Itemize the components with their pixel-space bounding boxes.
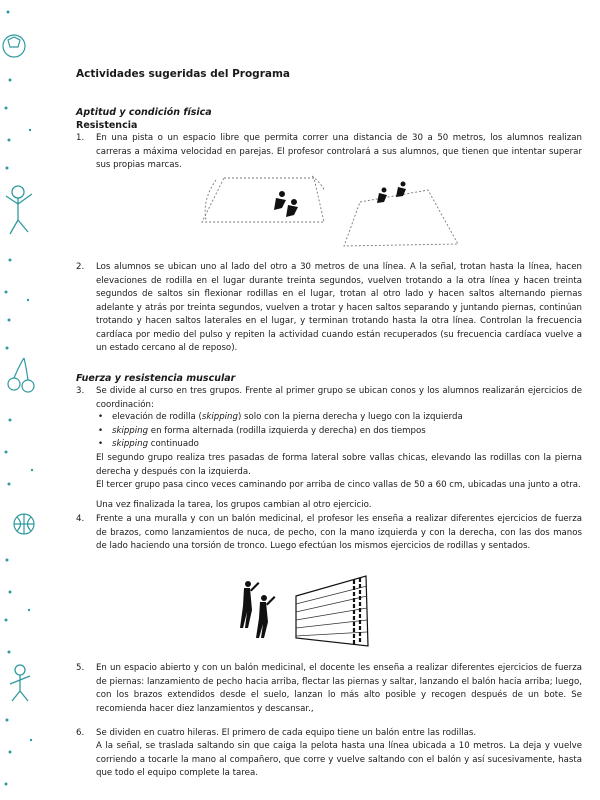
item-text: Se divide al curso en tres grupos. Frente al primer grupo se ubican conos y los alumnos realizarán ejercicios de coordinación: bbox=[96, 386, 582, 410]
item-number: 1. bbox=[76, 133, 85, 143]
item-number: 4. bbox=[76, 514, 85, 524]
item-text: Frente a una muralla y con un balón medicinal, el profesor les enseña a realizar diferentes ejercicios de fuerza de brazos, como lanzamientos de nuca, de pecho, con la mano izquierda y con la derecha, con las dos manos de lado haciendo una torsión de tronco. Luego efectúan los mismos ejercicios de rodillas y sentados. bbox=[96, 514, 582, 551]
item-3-group-two: El segundo grupo realiza tres pasadas de forma lateral sobre vallas chicas, elevando las rodillas con la pierna derecha y después con la izquierda. bbox=[96, 453, 582, 477]
item-text: En un espacio abierto y con un balón medicinal, el docente les enseña a realizar diferentes ejercicios de fuerza de piernas: lanzamiento de pecho hacia arriba, flectar las piernas y saltar, lanzando el balón hacia arriba; luego, con los brazos extendidos desde el suelo, lanzan lo más alto posible y recogen después de un bote. Se recomienda hacer diez lanzamientos y descansar., bbox=[96, 663, 582, 714]
medicine-ball-wall-figure bbox=[226, 574, 386, 650]
item-number: 5. bbox=[76, 663, 85, 673]
list-item: • elevación de rodilla (skipping) solo con la pierna derecha y luego con la izquierda bbox=[96, 411, 576, 425]
item-text: Se dividen en cuatro hileras. El primero de cada equipo tiene un balón entre las rodillas. bbox=[96, 728, 477, 738]
runner-pair-icon bbox=[377, 182, 406, 204]
item-6-instructions: A la señal, se traslada saltando sin que caiga la pelota hasta una línea ubicada a 10 metros. La deja y vuelve corriendo a tocarle la mano al compañero, que corre y vuelve saltando con el balón y así sucesivamente, hasta que todo el equipo complete la tarea. bbox=[96, 741, 582, 778]
item-number: 3. bbox=[76, 386, 85, 396]
list-item bbox=[76, 513, 582, 554]
list-item bbox=[76, 727, 582, 741]
subheading-resistencia: Resistencia bbox=[76, 120, 138, 131]
item-number: 2. bbox=[76, 262, 85, 272]
list-item bbox=[76, 385, 582, 412]
runner-pair-icon bbox=[274, 191, 298, 217]
section-heading-aptitud: Aptitud y condición física bbox=[76, 107, 212, 118]
list-item bbox=[76, 261, 582, 356]
list-item bbox=[76, 132, 582, 173]
cherries-icon bbox=[8, 358, 34, 392]
section-heading-fuerza: Fuerza y resistencia muscular bbox=[76, 373, 236, 384]
child-running-icon bbox=[10, 665, 30, 701]
page-title: Actividades sugeridas del Programa bbox=[76, 68, 290, 80]
thrower-icon bbox=[240, 581, 276, 638]
item-3-closing: Una vez finalizada la tarea, los grupos cambian al otro ejercicio. bbox=[96, 500, 372, 510]
child-jumping-icon bbox=[6, 186, 32, 234]
list-item bbox=[76, 662, 582, 716]
item-number: 6. bbox=[76, 728, 85, 738]
item-text: Los alumnos se ubican uno al lado del otro a 30 metros de una línea. A la señal, trotan hasta la línea, hacen elevaciones de rodilla en el lugar durante treinta segundos, vuelven trotando a la otra línea y hacen treinta segundos de saltos sin flexionar rodillas en el lugar, trotan al otro lado y hacen saltos alternando piernas adelante y atrás por treinta segundos, vuelven a trotar y hacen saltos separando y juntando piernas, continúan trotando y hacen saltos laterales en el lugar, y terminan trotando hasta la otra línea. Controlan la frecuencia cardíaca por medio del pulso y repiten la actividad cuando están recuperados (su frecuencia cardíaca vuelve a un estado cercano al de reposo). bbox=[96, 262, 582, 353]
list-item: • skipping continuado bbox=[96, 438, 576, 452]
decorative-margin-strip bbox=[0, 0, 55, 800]
item-3-group-three: El tercer grupo pasa cinco veces caminando por arriba de cinco vallas de 50 a 60 cm, ubicadas una junto a otra. bbox=[96, 480, 581, 490]
soccer-ball-icon bbox=[3, 35, 25, 57]
list-item: • skipping en forma alternada (rodilla izquierda y derecha) en dos tiempos bbox=[96, 425, 576, 439]
brick-wall-icon bbox=[296, 576, 368, 646]
basketball-icon bbox=[14, 514, 34, 534]
coordination-exercise-list bbox=[96, 411, 576, 452]
item-text: En una pista o un espacio libre que permita correr una distancia de 30 a 50 metros, los alumnos realizan carreras a máxima velocidad en parejas. El profesor controlará a sus alumnos, que tienen que intentar superar sus propias marcas. bbox=[96, 133, 582, 170]
running-track-figure bbox=[196, 172, 496, 252]
